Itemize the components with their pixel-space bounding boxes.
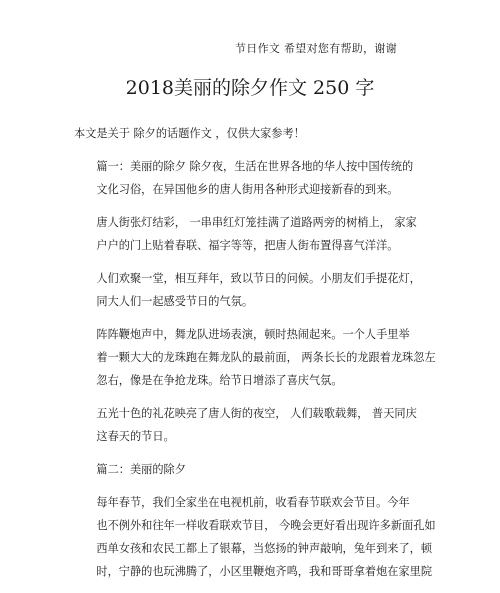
intro-paragraph: 本文是关于 除夕的话题作文 ，仅供大家参考！ [74,127,305,140]
body-paragraph [74,458,404,481]
paragraph-line: 篇二：美丽的除夕 [96,463,186,476]
paragraph-line: 着一颗大大的龙珠跑在舞龙队的最前面， 两条长长的龙跟着龙珠忽左 [96,351,436,364]
paragraph-line: 五光十色的礼花映亮了唐人街的夜空， 人们载歌载舞， 普天同庆 [96,407,417,420]
body-paragraph [74,402,417,448]
paragraph-line: 阵阵鞭炮声中，舞龙队进场表演，顿时热闹起来。一个人手里举 [96,328,410,341]
paragraph-line: 忽右，像是在争抢龙珠。给节日增添了喜庆气氛。 [96,374,343,387]
body-paragraph [74,267,421,313]
paragraph-line: 时，宁静的也玩沸腾了，小区里鞭炮齐鸣，我和哥哥拿着炮在家里院 [96,565,433,578]
paragraph-line: 也不例外和往年一样收看联欢节目， 今晚会更好看出现许多新面孔如 [96,519,436,532]
body-paragraph [74,323,436,392]
paragraph-line: 西单女孩和农民工都上了银幕，当悠扬的钟声敲响，兔年到来了，顿 [96,542,433,555]
paragraph-line: 文化习俗，在异国他乡的唐人街用各种形式迎接新春的到来。 [96,183,399,196]
body-paragraph [74,155,414,201]
document-body [74,122,436,593]
paragraph-line: 每年春节，我们全家坐在电视机前，收看春节联欢会节目。今年 [96,496,410,509]
paragraph-line: 户户的门上贴着春联、福字等等，把唐人街布置得喜气洋洋。 [96,239,399,252]
body-paragraph [74,211,417,257]
paragraph-list [74,155,436,583]
document-title: 2018美丽的除夕作文 250 字 [125,77,375,99]
paragraph-line: 这春天的节日。 [96,430,175,443]
header-note: 节日作文 希望对您有帮助，谢谢 [235,42,397,55]
paragraph-line: 篇一：美丽的除夕 除夕夜，生活在世界各地的华人按中国传统的 [96,160,414,173]
paragraph-line: 人们欢聚一堂，相互拜年，致以节日的问候。小朋友们手提花灯， [96,272,421,285]
paragraph-line: 同大人们一起感受节日的气氛。 [96,295,254,308]
body-paragraph [74,491,436,583]
paragraph-line: 唐人街张灯结彩， 一串串红灯笼挂满了道路两旁的树梢上， 家家 [96,216,417,229]
